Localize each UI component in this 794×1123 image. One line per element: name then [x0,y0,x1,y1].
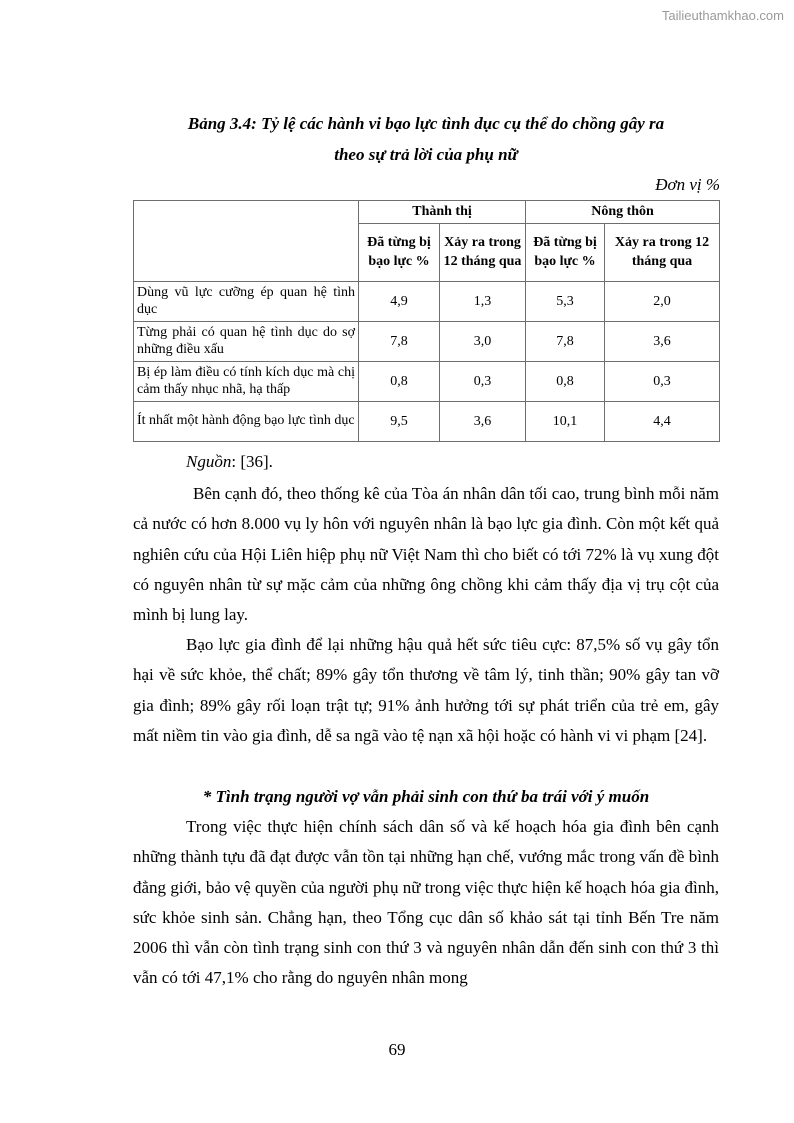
table-row [134,282,720,322]
table-column-header: Đã từng bị bạo lực % [359,224,440,282]
table-cell: 0,3 [440,362,526,402]
table-column-header: Xảy ra trong 12 tháng qua [440,224,526,282]
table-cell: 0,3 [605,362,720,402]
section-heading: * Tình trạng người vợ vẫn phải sinh con thứ ba trái với ý muốn [202,787,650,806]
table-group-header-rural: Nông thôn [526,201,720,224]
table-header-empty-cell [134,201,359,282]
table-cell: 7,8 [359,322,440,362]
table-row-label: Ít nhất một hành động bạo lực tình dục [134,402,359,442]
table-column-header: Xảy ra trong 12 tháng qua [605,224,720,282]
table-cell: 5,3 [526,282,605,322]
source-reference: : [36]. [231,452,273,471]
table-cell: 3,6 [605,322,720,362]
watermark: Tailieuthamkhao.com [661,8,784,23]
table-cell: 9,5 [359,402,440,442]
table-row [134,322,720,362]
table-caption-line-2: theo sự trả lời của phụ nữ [334,145,518,164]
table-cell: 4,9 [359,282,440,322]
table-row-label: Từng phải có quan hệ tình dục do sợ những điều xấu [134,322,359,362]
data-table [133,200,720,442]
table-row-label: Dùng vũ lực cưỡng ép quan hệ tình dục [134,282,359,322]
table-cell: 4,4 [605,402,720,442]
table-cell: 10,1 [526,402,605,442]
table-cell: 0,8 [526,362,605,402]
source-label: Nguồn [186,452,232,471]
table-cell: 1,3 [440,282,526,322]
table-header-row-groups [134,201,720,224]
table-group-header-urban: Thành thị [359,201,526,224]
page-number: 69 [388,1040,406,1059]
table-cell: 3,0 [440,322,526,362]
table-row-label: Bị ép làm điều có tính kích dục mà chị cảm thấy nhục nhã, hạ thấp [134,362,359,402]
table-cell: 3,6 [440,402,526,442]
table-cell: 7,8 [526,322,605,362]
table-source [186,452,273,472]
table-unit: Đơn vị % [655,175,720,194]
table-cell: 0,8 [359,362,440,402]
table-column-header: Đã từng bị bạo lực % [526,224,605,282]
body-paragraph: Bên cạnh đó, theo thống kê của Tòa án nhân dân tối cao, trung bình mỗi năm cả nước có hơn 8.000 vụ ly hôn với nguyên nhân là bạo lực gia đình. Còn một kết quả nghiên cứu của Hội Liên hiệp phụ nữ Việt Nam thì cho biết có tới 72% là vụ xung đột có nguyên nhân từ sự mặc cảm của những ông chồng khi cảm thấy địa vị trụ cột của mình bị lung lay. [133,484,719,625]
table-cell: 2,0 [605,282,720,322]
table-row [134,362,720,402]
table-row [134,402,720,442]
body-paragraph: Trong việc thực hiện chính sách dân số và kế hoạch hóa gia đình bên cạnh những thành tựu đã đạt được vẫn tồn tại những hạn chế, vướng mắc trong vấn đề bình đẳng giới, bảo vệ quyền của người phụ nữ trong việc thực hiện kế hoạch hóa gia đình, sức khỏe sinh sản. Chẳng hạn, theo Tổng cục dân số khảo sát tại tỉnh Bến Tre năm 2006 thì vẫn còn tình trạng sinh con thứ 3 và nguyên nhân dẫn đến sinh con thứ 3 thì vẫn có tới 47,1% cho rằng do nguyên nhân mong [133,817,719,988]
table-caption-line-1: Bảng 3.4: Tỷ lệ các hành vi bạo lực tình dục cụ thể do chồng gây ra [187,114,665,133]
body-paragraph: Bạo lực gia đình để lại những hậu quả hết sức tiêu cực: 87,5% số vụ gây tổn hại về sức khỏe, thể chất; 89% gây tổn thương về tâm lý, tinh thần; 90% gây tan vỡ gia đình; 89% gây rối loạn trật tự; 91% ảnh hưởng tới sự phát triển của trẻ em, gây mất niềm tin vào gia đình, dễ sa ngã vào tệ nạn xã hội hoặc có hành vi vi phạm [24]. [133,635,719,745]
